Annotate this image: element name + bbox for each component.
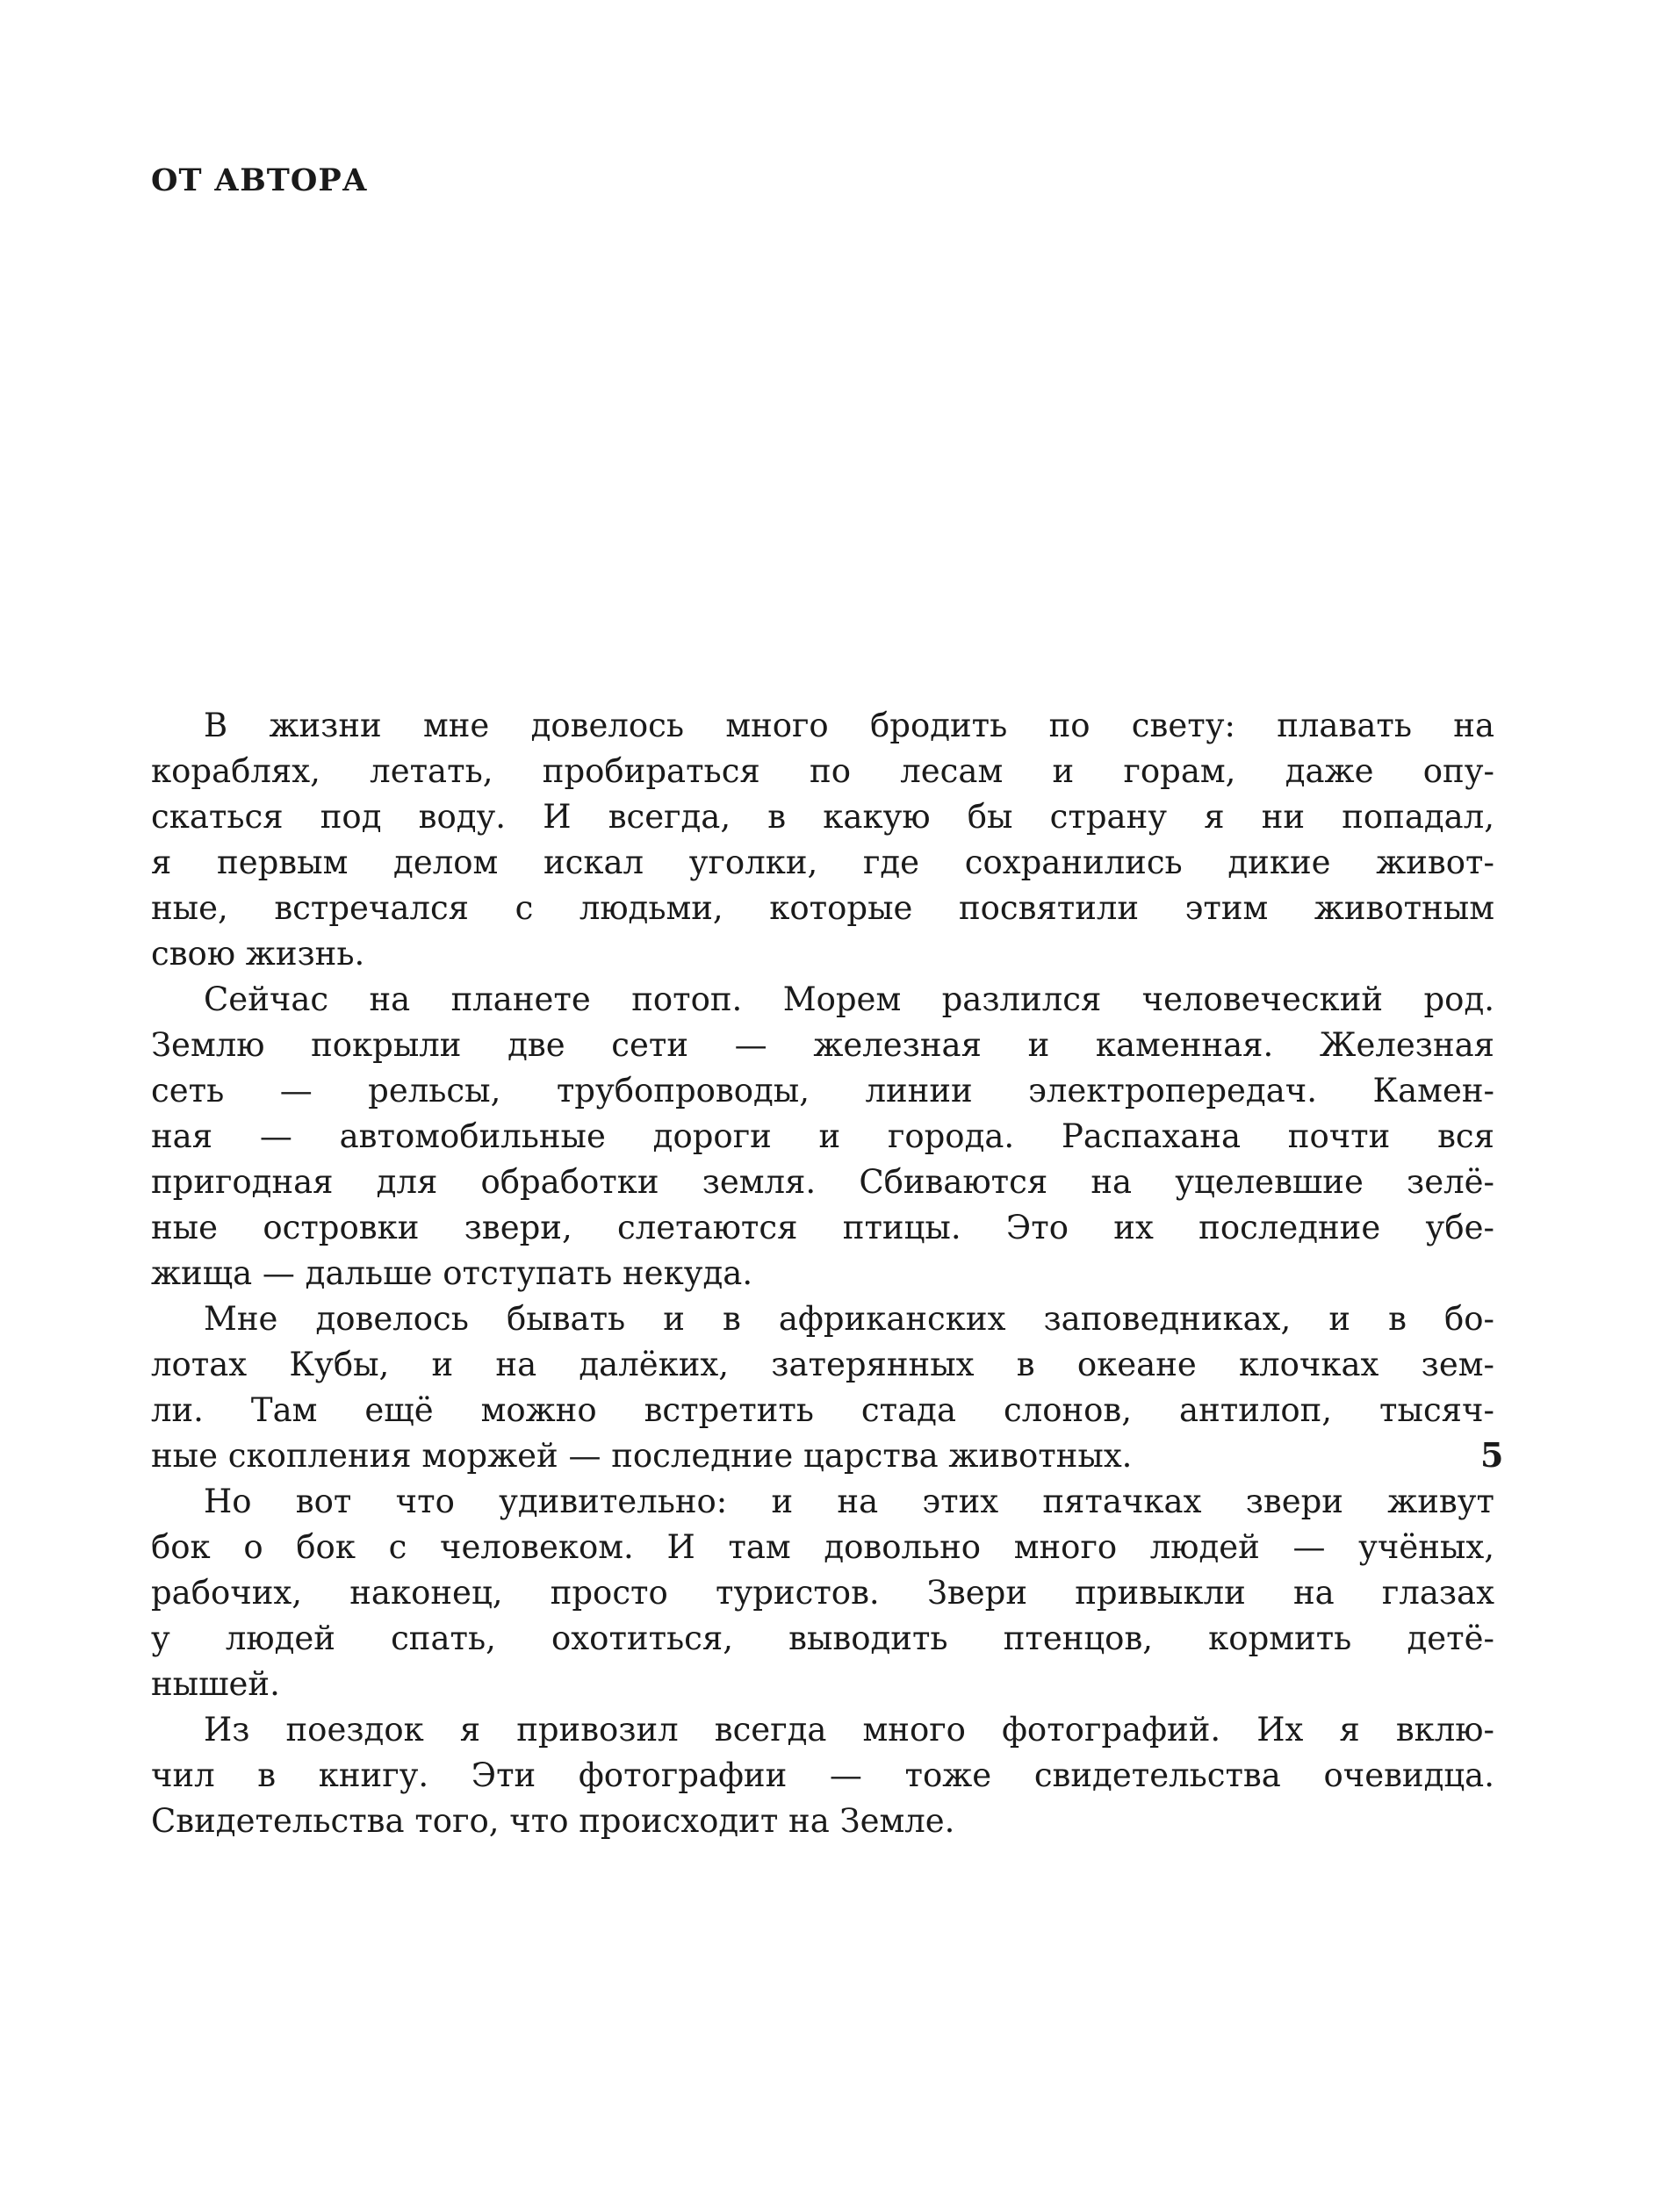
text-line: ные островки звери, слетаются птицы. Это их последние убе- bbox=[151, 1209, 1494, 1246]
paragraph bbox=[151, 703, 1494, 977]
text-line: я первым делом искал уголки, где сохранились дикие живот- bbox=[151, 844, 1494, 881]
text-line: Из поездок я привозил всегда много фотографий. Их я вклю- bbox=[204, 1711, 1494, 1749]
text-line: Мне довелось бывать и в африканских заповедниках, и в бо- bbox=[204, 1300, 1494, 1338]
text-line: лотах Кубы, и на далёких, затерянных в океане клочках зем- bbox=[151, 1346, 1494, 1383]
text-line: Землю покрыли две сети — железная и каменная. Железная bbox=[151, 1026, 1494, 1064]
text-line: Но вот что удивительно: и на этих пятачках звери живут bbox=[204, 1483, 1494, 1520]
text-line: сеть — рельсы, трубопроводы, линии электропередач. Камен- bbox=[151, 1072, 1494, 1110]
text-line: кораблях, летать, пробираться по лесам и горам, даже опу- bbox=[151, 752, 1494, 790]
paragraph bbox=[151, 977, 1494, 1296]
text-line: нышей. bbox=[151, 1665, 280, 1703]
text-line: у людей спать, охотиться, выводить птенцов, кормить детё- bbox=[151, 1620, 1494, 1657]
text-line: ные скопления моржей — последние царства животных. bbox=[151, 1437, 1133, 1475]
text-line: рабочих, наконец, просто туристов. Звери привыкли на глазах bbox=[151, 1574, 1494, 1612]
text-line: пригодная для обработки земля. Сбиваются на уцелевшие зелё- bbox=[151, 1163, 1494, 1201]
text-line: ли. Там ещё можно встретить стада слонов, антилоп, тысяч- bbox=[151, 1391, 1494, 1429]
text-line: ная — автомобильные дороги и города. Распахана почти вся bbox=[151, 1117, 1494, 1155]
page-number: 5 bbox=[1480, 1435, 1504, 1475]
text-line: ные, встречался с людьми, которые посвятили этим животным bbox=[151, 889, 1494, 927]
paragraph bbox=[151, 1479, 1494, 1707]
text-line: Сейчас на планете потоп. Морем разлился человеческий род. bbox=[204, 980, 1494, 1018]
text-line: В жизни мне довелось много бродить по свету: плавать на bbox=[204, 707, 1494, 744]
chapter-heading: ОТ АВТОРА bbox=[151, 162, 369, 198]
paragraph bbox=[151, 1707, 1494, 1844]
text-line: жища — дальше отступать некуда. bbox=[151, 1254, 753, 1292]
body-text bbox=[151, 703, 1494, 1844]
paragraph bbox=[151, 1296, 1494, 1479]
text-line: свою жизнь. bbox=[151, 935, 365, 973]
text-line: Свидетельства того, что происходит на Земле. bbox=[151, 1802, 955, 1840]
text-line: чил в книгу. Эти фотографии — тоже свидетельства очевидца. bbox=[151, 1756, 1494, 1794]
text-line: скаться под воду. И всегда, в какую бы страну я ни попадал, bbox=[151, 798, 1494, 836]
text-line: бок о бок с человеком. И там довольно много людей — учёных, bbox=[151, 1528, 1494, 1566]
